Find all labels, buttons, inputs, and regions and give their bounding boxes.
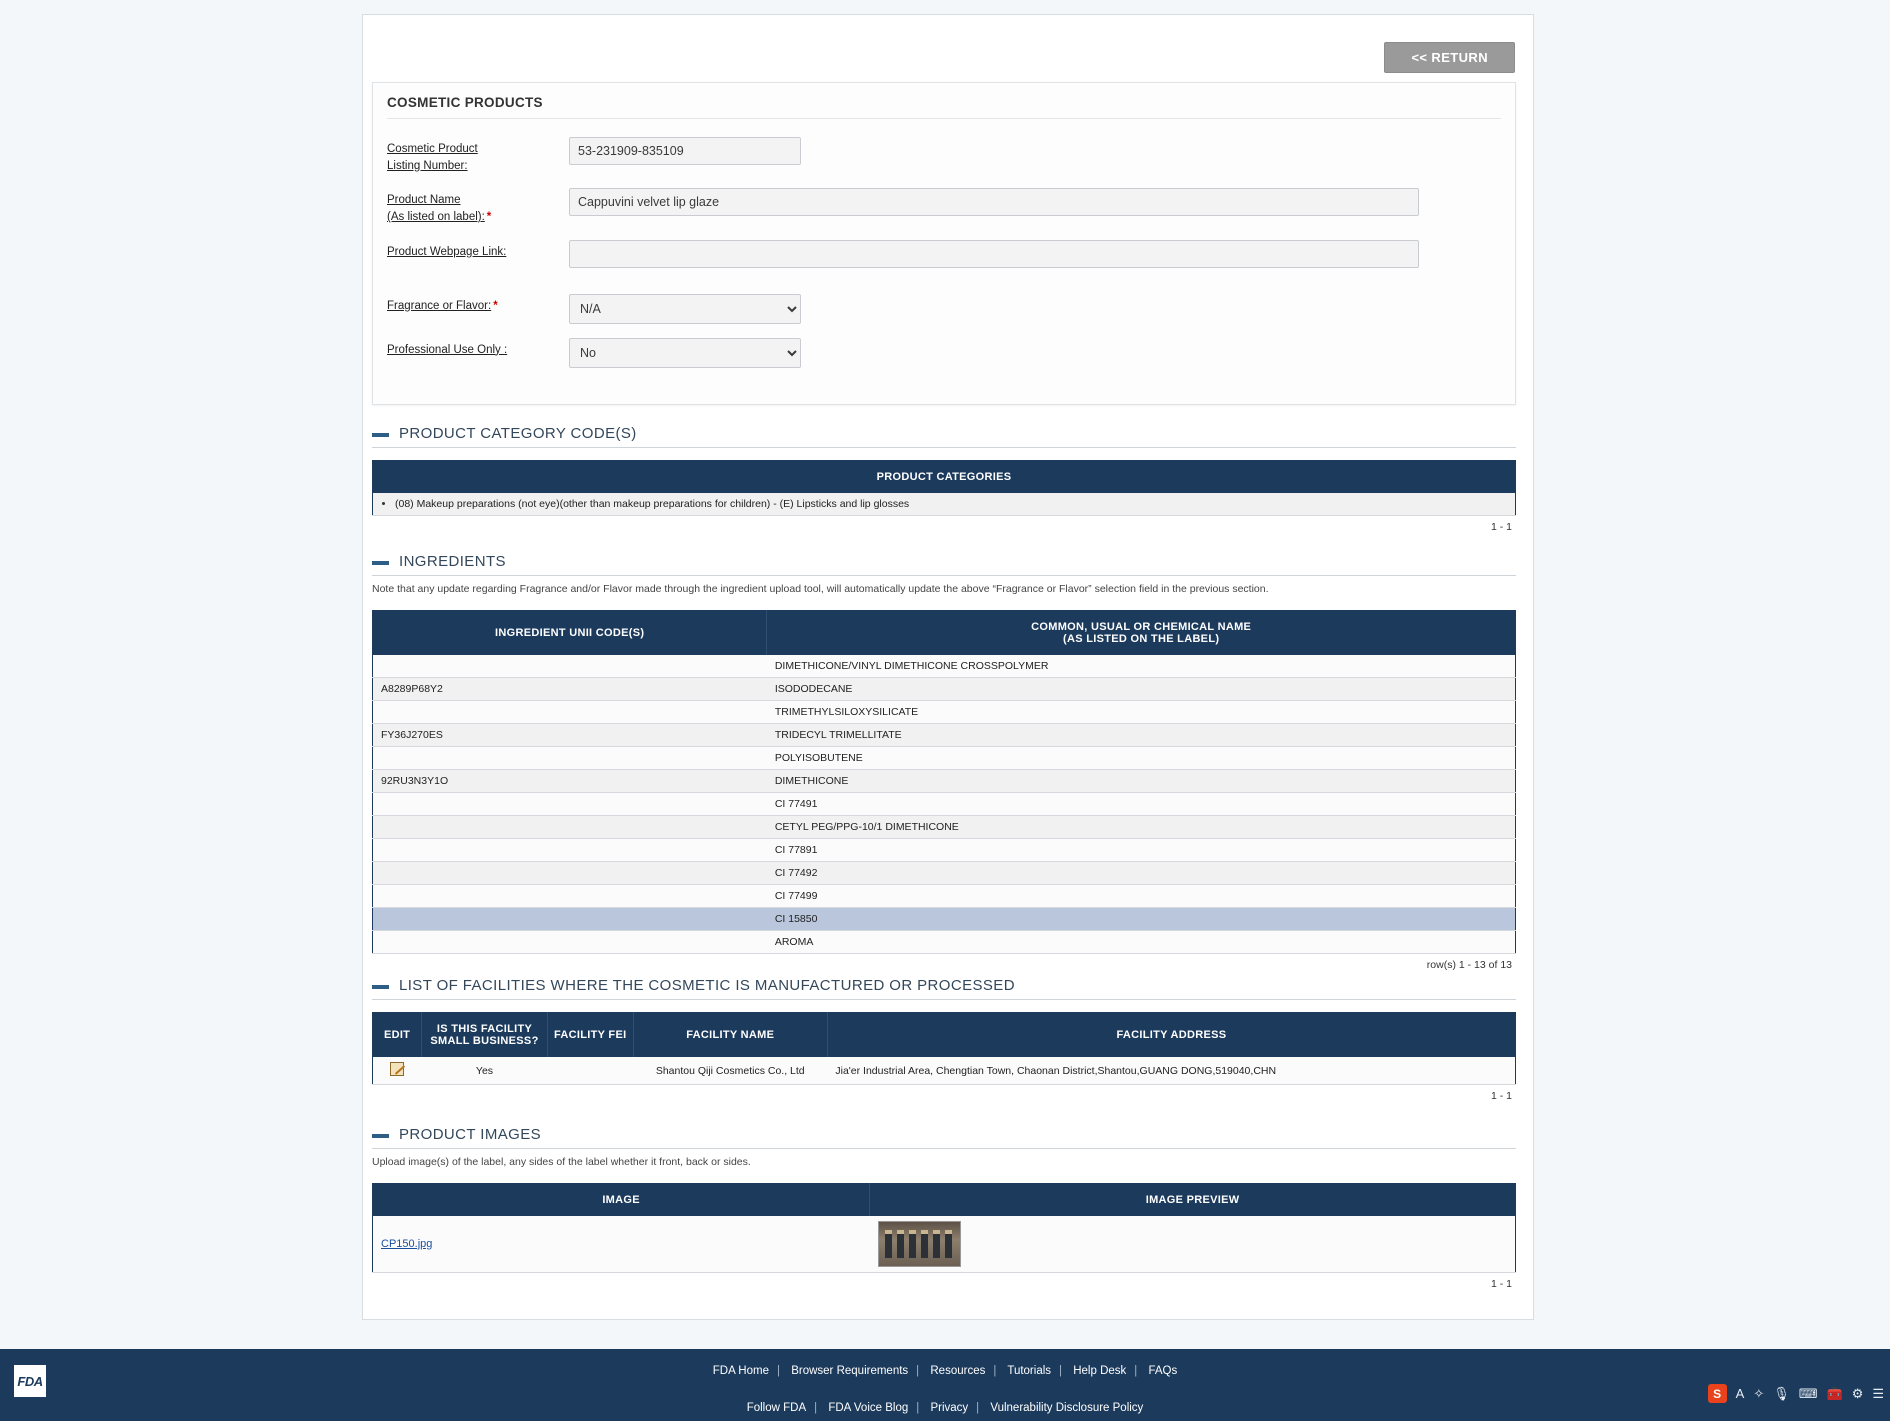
unii-cell — [373, 907, 767, 930]
unii-cell — [373, 930, 767, 953]
listing-number-label: Cosmetic Product Listing Number: — [387, 143, 478, 172]
image-file-link[interactable]: CP150.jpg — [381, 1237, 433, 1250]
ingredients-header — [372, 553, 1516, 576]
col-chemical-name-line1: COMMON, USUAL OR CHEMICAL NAME — [1031, 620, 1252, 633]
col-small-business-line1: IS THIS FACILITY — [436, 1023, 533, 1035]
toolbox-icon[interactable]: 🧰 — [1826, 1385, 1843, 1401]
language-icon[interactable]: A — [1735, 1386, 1745, 1401]
col-image: IMAGE — [373, 1183, 870, 1216]
keyboard-icon[interactable]: ⌨ — [1798, 1385, 1818, 1401]
unii-cell — [373, 838, 767, 861]
return-button[interactable]: << RETURN — [1384, 42, 1515, 73]
product-images-title: PRODUCT IMAGES — [399, 1126, 542, 1143]
col-facility-fei: FACILITY FEI — [547, 1013, 633, 1058]
images-pager: 1 - 1 — [1490, 1277, 1512, 1290]
table-row[interactable] — [373, 769, 1516, 792]
unii-cell — [373, 815, 767, 838]
facilities-table — [372, 1012, 1516, 1085]
fda-logo: FDA — [14, 1365, 46, 1397]
collapse-toggle-icon[interactable] — [372, 1134, 389, 1138]
microphone-icon[interactable]: 🎙 — [1773, 1385, 1790, 1401]
field-webpage-link — [387, 240, 1501, 268]
unii-cell: A8289P68Y2 — [373, 677, 767, 700]
table-row[interactable] — [373, 884, 1516, 907]
image-file-cell[interactable] — [373, 1216, 870, 1273]
field-listing-number — [387, 137, 1501, 174]
footer-links-row2: Follow FDA | FDA Voice Blog | Privacy | Vulnerability Disclosure Policy — [746, 1402, 1144, 1414]
col-unii-code: INGREDIENT UNII CODE(S) — [373, 610, 767, 655]
table-row[interactable] — [373, 700, 1516, 723]
unii-cell: 92RU3N3Y1O — [373, 769, 767, 792]
panel-title: COSMETIC PRODUCTS — [387, 95, 1501, 119]
unii-cell: FY36J270ES — [373, 723, 767, 746]
professional-use-label: Professional Use Only : — [387, 343, 508, 356]
product-categories-table — [372, 460, 1516, 516]
field-product-name — [387, 188, 1501, 225]
product-images-table — [372, 1183, 1516, 1273]
footer-link-faqs[interactable]: FAQs — [1148, 1365, 1178, 1377]
col-small-business — [422, 1013, 548, 1058]
ingredients-title: INGREDIENTS — [399, 553, 506, 570]
table-header-row — [373, 610, 1516, 655]
system-tray — [1708, 1384, 1884, 1403]
webpage-link-input[interactable] — [569, 240, 1419, 268]
category-pager: 1 - 1 — [1490, 521, 1512, 533]
col-facility-address: FACILITY ADDRESS — [827, 1013, 1515, 1058]
field-professional-use — [387, 338, 1501, 368]
name-cell: CI 15850 — [767, 907, 1516, 930]
footer-link-vulnerability-disclosure-policy[interactable]: Vulnerability Disclosure Policy — [990, 1402, 1144, 1414]
table-row[interactable] — [373, 930, 1516, 953]
product-name-input[interactable] — [569, 188, 1419, 216]
footer-link-tutorials[interactable]: Tutorials — [1007, 1365, 1052, 1377]
settings-icon[interactable]: ⚙ — [1851, 1385, 1864, 1401]
small-business-cell: Yes — [422, 1057, 548, 1085]
field-fragrance — [387, 294, 1501, 324]
col-facility-name: FACILITY NAME — [633, 1013, 827, 1058]
name-cell: DIMETHICONE — [767, 769, 1516, 792]
shapes-icon[interactable]: ✧ — [1753, 1385, 1765, 1401]
facilities-pager: 1 - 1 — [1490, 1090, 1512, 1102]
col-image-preview: IMAGE PREVIEW — [870, 1183, 1516, 1216]
table-header-row — [373, 1013, 1516, 1058]
facilities-section — [372, 977, 1516, 1102]
ingredients-section — [372, 553, 1516, 971]
unii-cell — [373, 655, 767, 678]
name-cell: CI 77891 — [767, 838, 1516, 861]
return-toolbar — [1384, 42, 1515, 73]
category-cell: (08) Makeup preparations (not eye)(other than makeup preparations for children) - (E) Lipsticks and lip glosses — [373, 493, 1516, 516]
collapse-toggle-icon[interactable] — [372, 433, 389, 437]
footer-link-privacy[interactable]: Privacy — [930, 1402, 969, 1414]
table-row[interactable] — [373, 861, 1516, 884]
unii-cell — [373, 792, 767, 815]
facilities-title: LIST OF FACILITIES WHERE THE COSMETIC IS MANUFACTURED OR PROCESSED — [399, 977, 1015, 994]
footer-link-resources[interactable]: Resources — [930, 1365, 986, 1377]
product-category-header — [372, 425, 1516, 448]
professional-use-select[interactable] — [569, 338, 801, 368]
image-preview-cell — [870, 1216, 1516, 1273]
table-row[interactable] — [373, 746, 1516, 769]
table-row[interactable] — [373, 655, 1516, 678]
fragrance-label: Fragrance or Flavor: * — [387, 299, 498, 312]
table-row[interactable] — [373, 1216, 1516, 1273]
name-cell: TRIMETHYLSILOXYSILICATE — [767, 700, 1516, 723]
edit-icon[interactable] — [390, 1062, 404, 1076]
footer-links-row1: FDA Home | Browser Requirements | Resources | Tutorials | Help Desk | FAQs — [712, 1365, 1178, 1377]
unii-cell — [373, 861, 767, 884]
product-category-section — [372, 425, 1516, 533]
table-row[interactable] — [373, 815, 1516, 838]
table-header-row — [373, 461, 1516, 494]
col-chemical-name — [767, 610, 1516, 655]
table-row[interactable] — [373, 723, 1516, 746]
footer-link-help-desk[interactable]: Help Desk — [1073, 1365, 1127, 1377]
name-cell: DIMETHICONE/VINYL DIMETHICONE CROSSPOLYMER — [767, 655, 1516, 678]
name-cell: POLYISOBUTENE — [767, 746, 1516, 769]
image-thumbnail[interactable] — [878, 1221, 961, 1267]
col-edit: EDIT — [373, 1013, 422, 1058]
ingredients-table — [372, 610, 1516, 954]
table-row[interactable] — [373, 792, 1516, 815]
name-cell: TRIDECYL TRIMELLITATE — [767, 723, 1516, 746]
col-product-categories: PRODUCT CATEGORIES — [373, 461, 1516, 494]
unii-cell — [373, 700, 767, 723]
product-images-section — [372, 1126, 1516, 1290]
site-footer — [0, 1349, 1890, 1421]
edit-cell[interactable] — [373, 1057, 422, 1085]
name-cell: CI 77499 — [767, 884, 1516, 907]
unii-cell — [373, 884, 767, 907]
table-row[interactable] — [373, 677, 1516, 700]
table-row[interactable] — [373, 838, 1516, 861]
page-frame — [362, 14, 1534, 1320]
table-row[interactable] — [373, 1057, 1516, 1085]
name-cell: CI 77491 — [767, 792, 1516, 815]
table-row[interactable] — [373, 493, 1516, 516]
more-icon[interactable]: ☰ — [1872, 1385, 1884, 1401]
sogou-ime-icon[interactable]: S — [1708, 1384, 1727, 1403]
facilities-header — [372, 977, 1516, 1000]
product-name-label: Product Name (As listed on label): * — [387, 194, 492, 224]
facility-name-cell: Shantou Qiji Cosmetics Co., Ltd — [633, 1057, 827, 1085]
required-marker: * — [493, 299, 498, 312]
listing-number-input[interactable] — [569, 137, 801, 165]
footer-link-browser-requirements[interactable]: Browser Requirements — [791, 1365, 909, 1377]
webpage-link-label: Product Webpage Link: — [387, 245, 507, 258]
name-cell: AROMA — [767, 930, 1516, 953]
footer-link-fda-home[interactable]: FDA Home — [712, 1365, 769, 1377]
footer-link-fda-voice-blog[interactable]: FDA Voice Blog — [828, 1402, 909, 1414]
table-row-selected[interactable] — [373, 907, 1516, 930]
facility-address-cell: Jia'er Industrial Area, Chengtian Town, Chaonan District,Shantou,GUANG DONG,519040,CHN — [827, 1057, 1515, 1085]
footer-link-follow-fda[interactable]: Follow FDA — [746, 1402, 807, 1414]
fragrance-select[interactable] — [569, 294, 801, 324]
table-header-row — [373, 1183, 1516, 1216]
col-small-business-line2: SMALL BUSINESS? — [430, 1035, 539, 1047]
required-marker: * — [486, 211, 492, 224]
col-chemical-name-line2: (AS LISTED ON THE LABEL) — [1063, 632, 1220, 645]
unii-cell — [373, 746, 767, 769]
name-cell: CETYL PEG/PPG-10/1 DIMETHICONE — [767, 815, 1516, 838]
ingredients-note: Note that any update regarding Fragrance and/or Flavor made through the ingredient upload tool, will automatically update the above “Fragrance or Flavor” selection field in the previous section. — [372, 583, 1269, 595]
product-images-header — [372, 1126, 1516, 1149]
name-cell: CI 77492 — [767, 861, 1516, 884]
facility-fei-cell — [547, 1057, 633, 1085]
collapse-toggle-icon[interactable] — [372, 985, 389, 989]
product-images-note: Upload image(s) of the label, any sides of the label whether it front, back or sides. — [372, 1156, 751, 1168]
collapse-toggle-icon[interactable] — [372, 561, 389, 565]
ingredients-pager: row(s) 1 - 13 of 13 — [1426, 958, 1512, 971]
name-cell: ISODODECANE — [767, 677, 1516, 700]
cosmetic-products-panel — [372, 82, 1516, 405]
product-category-title: PRODUCT CATEGORY CODE(S) — [399, 425, 637, 442]
